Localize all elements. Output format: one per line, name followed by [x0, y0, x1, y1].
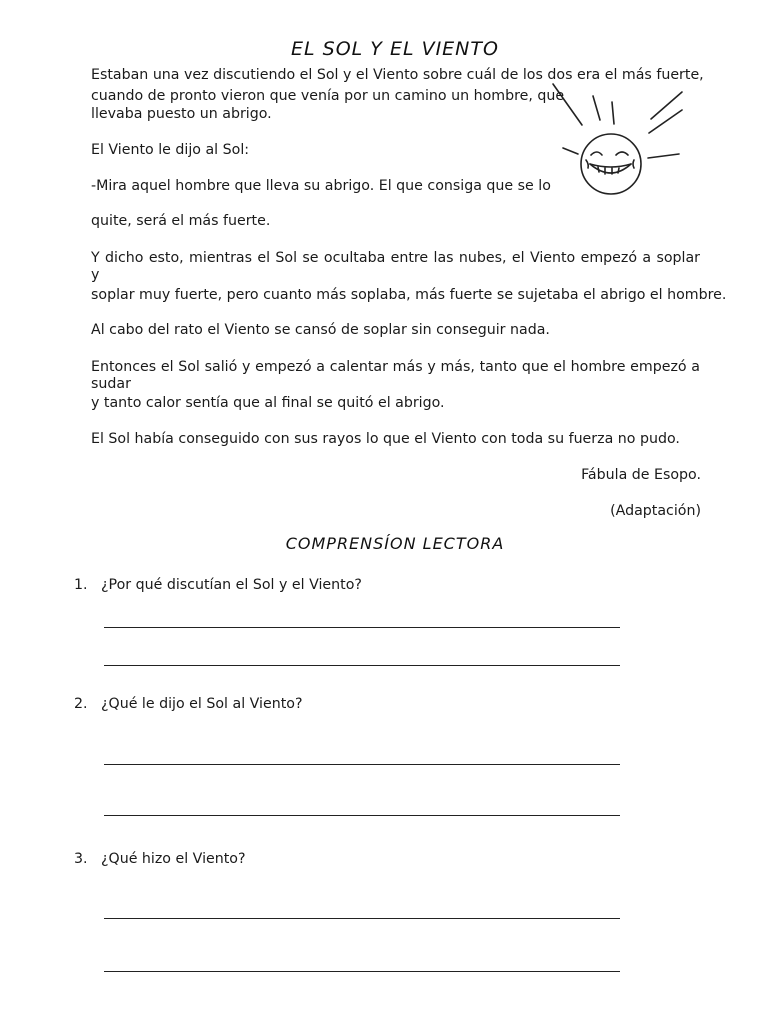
question-number: 2. — [74, 696, 88, 712]
source-attribution: Fábula de Esopo. — [581, 467, 701, 483]
story-line: cuando de pronto vieron que venía por un camino un hombre, que — [91, 88, 565, 104]
question-text: ¿Qué hizo el Viento? — [101, 851, 246, 867]
answer-line[interactable] — [104, 627, 620, 628]
question-text: ¿Qué le dijo el Sol al Viento? — [101, 696, 303, 712]
adaptation-note: (Adaptación) — [610, 503, 701, 519]
story-line: El Viento le dijo al Sol: — [91, 142, 250, 158]
story-title: EL SOL Y EL VIENTO — [291, 38, 499, 60]
comprehension-title: COMPRENSÍON LECTORA — [285, 534, 505, 553]
answer-line[interactable] — [104, 764, 620, 765]
story-line: llevaba puesto un abrigo. — [91, 106, 272, 122]
story-line: soplar muy fuerte, pero cuanto más soplaba, más fuerte se sujetaba el abrigo el hombre. — [91, 287, 727, 303]
smiling-sun-icon — [545, 78, 695, 203]
story-line: y tanto calor sentía que al final se quitó el abrigo. — [91, 395, 445, 411]
story-line: Y dicho esto, mientras el Sol se ocultaba entre las nubes, el Viento empezó a soplar y — [91, 250, 700, 283]
story-line: Al cabo del rato el Viento se cansó de soplar sin conseguir nada. — [91, 322, 550, 338]
answer-line[interactable] — [104, 665, 620, 666]
answer-line[interactable] — [104, 971, 620, 972]
story-line: -Mira aquel hombre que lleva su abrigo. El que consiga que se lo — [91, 178, 551, 194]
story-line: El Sol había conseguido con sus rayos lo que el Viento con toda su fuerza no pudo. — [91, 431, 680, 447]
story-line: quite, será el más fuerte. — [91, 213, 271, 229]
answer-line[interactable] — [104, 815, 620, 816]
story-line: Entonces el Sol salió y empezó a calentar más y más, tanto que el hombre empezó a sudar — [91, 359, 700, 392]
question-number: 3. — [74, 851, 88, 867]
answer-line[interactable] — [104, 918, 620, 919]
question-text: ¿Por qué discutían el Sol y el Viento? — [101, 577, 362, 593]
story-line: Estaban una vez discutiendo el Sol y el Viento sobre cuál de los dos era el más fuerte, — [91, 67, 704, 83]
question-number: 1. — [74, 577, 88, 593]
